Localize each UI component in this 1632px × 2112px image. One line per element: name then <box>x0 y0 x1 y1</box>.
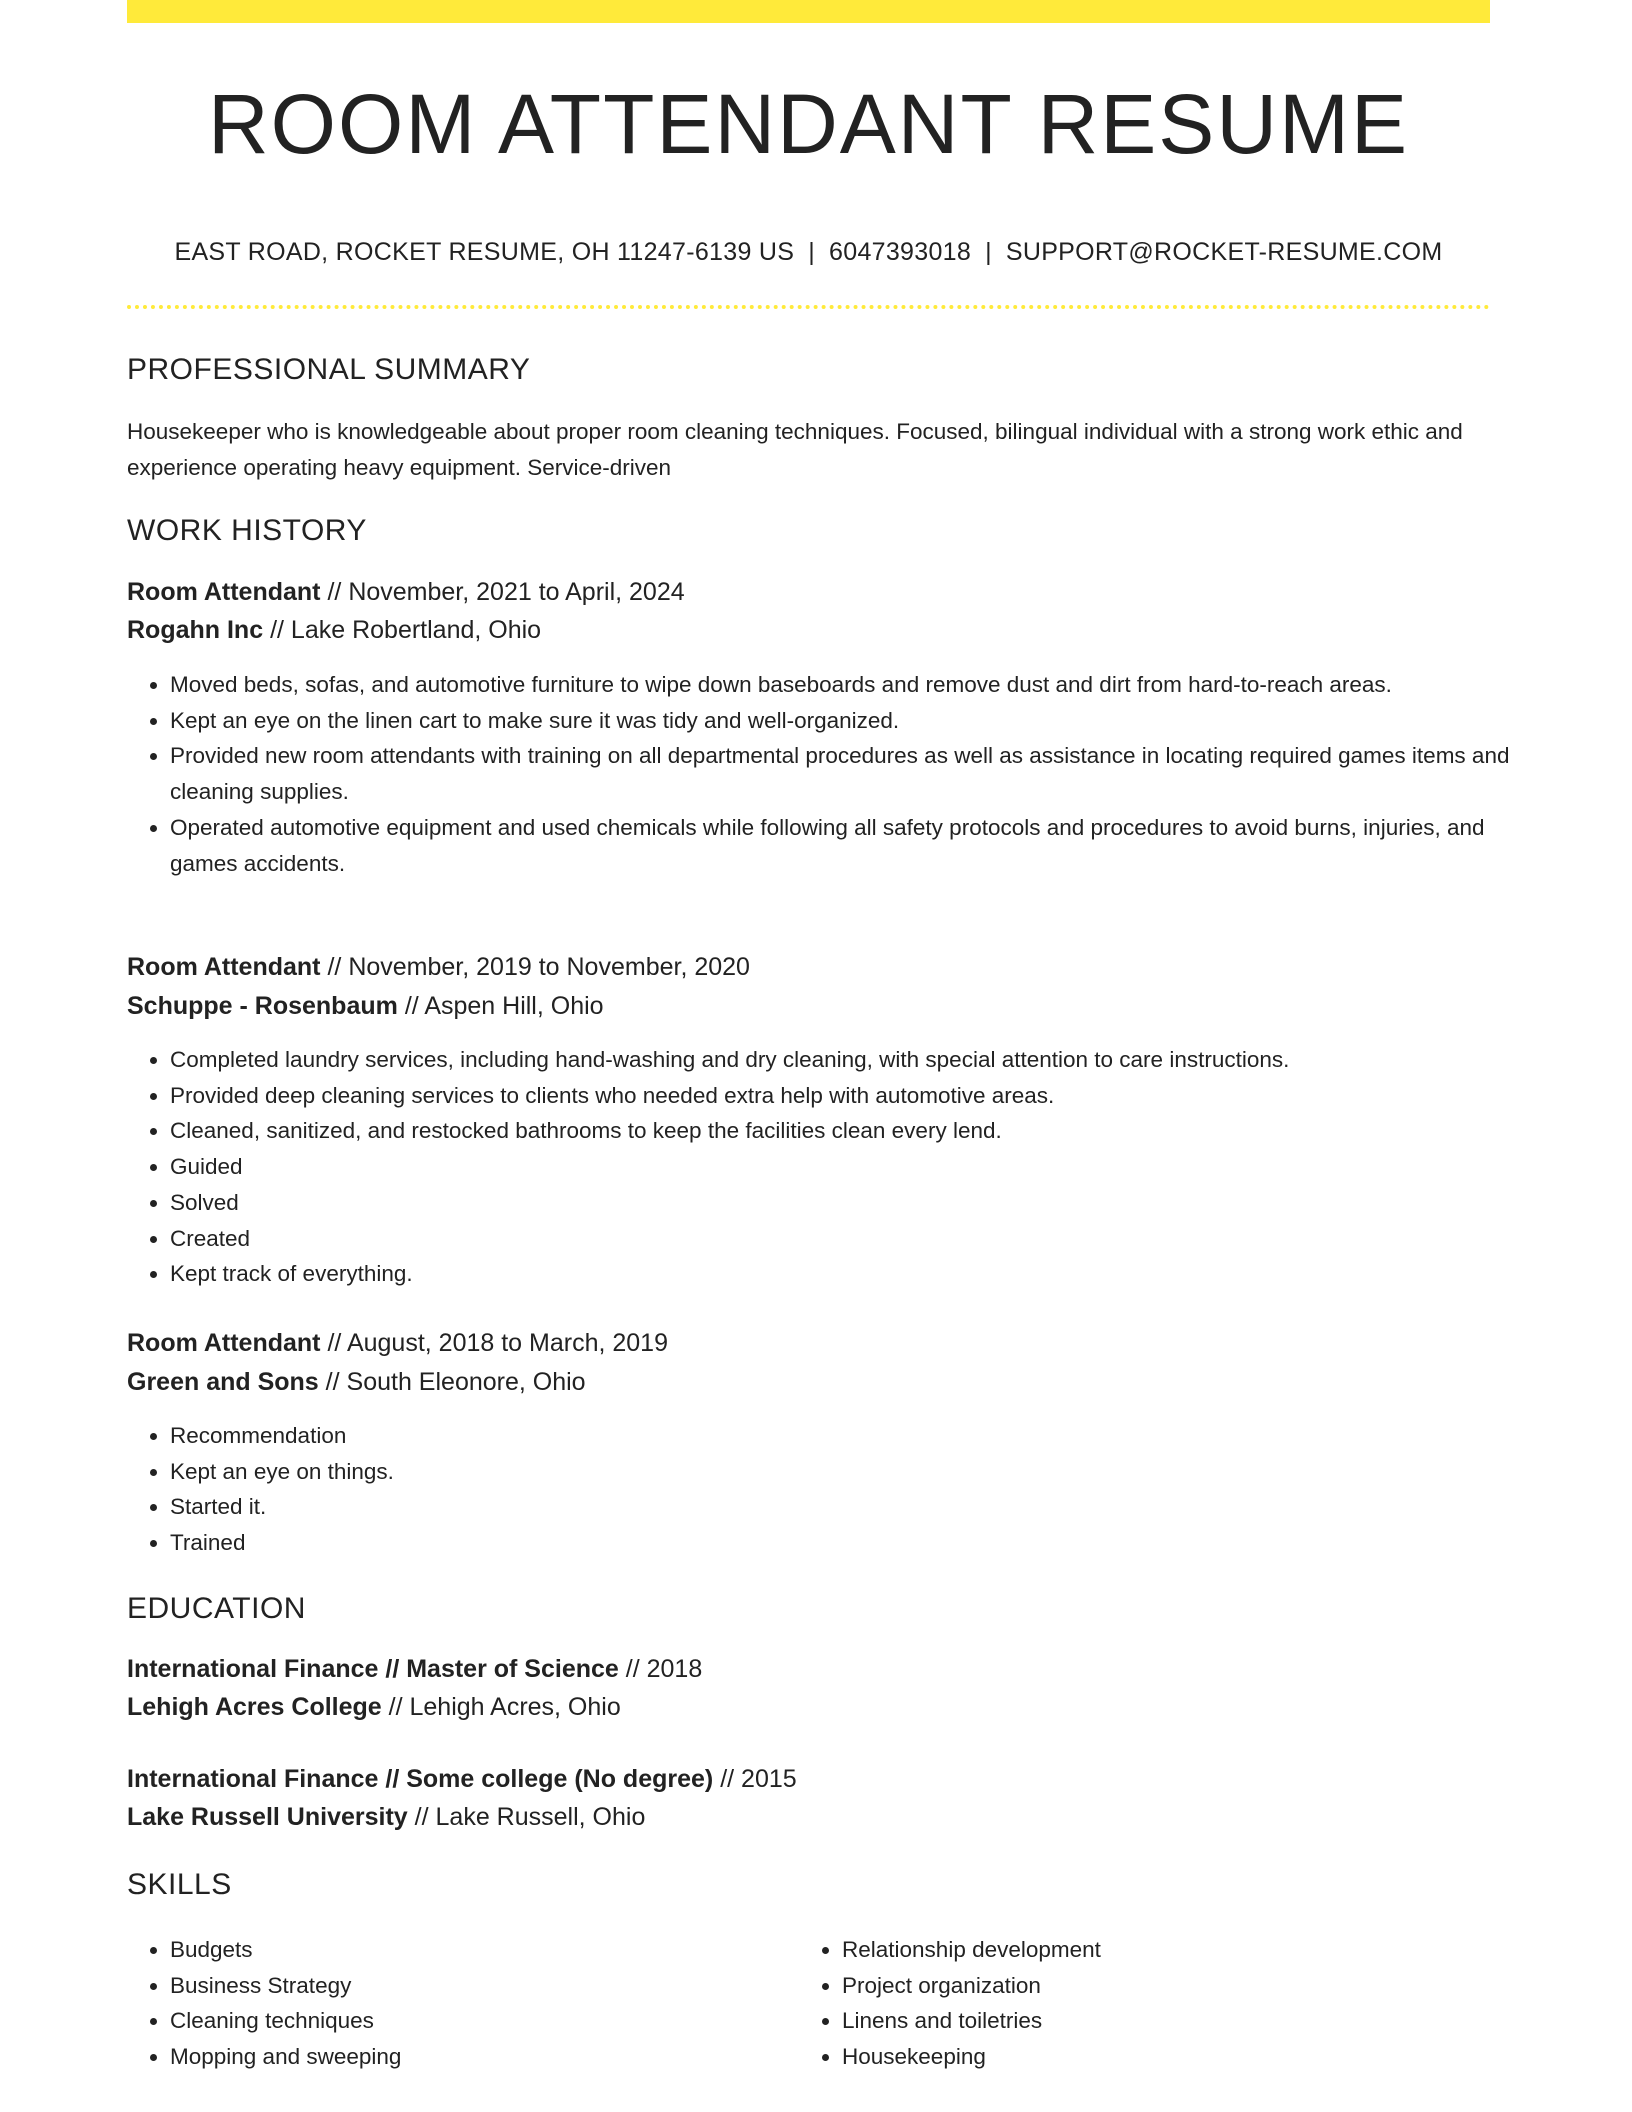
resume-title: ROOM ATTENDANT RESUME <box>208 77 1409 171</box>
separator: // <box>625 1655 640 1683</box>
list-item: • Linens and toiletries <box>842 2003 1442 2039</box>
job-title-line <box>127 953 750 982</box>
list-item: • Budgets <box>170 1932 770 1968</box>
separator: // <box>327 1329 342 1357</box>
contact-email: SUPPORT@ROCKET-RESUME.COM <box>1005 238 1443 266</box>
separator: // <box>325 1368 340 1396</box>
dotted-divider <box>127 305 1490 309</box>
list-item: • Moved beds, sofas, and automotive furniture to wipe down baseboards and remove dust and dirt from hard-to-reach areas. <box>170 667 1533 703</box>
summary-heading: PROFESSIONAL SUMMARY <box>127 353 531 386</box>
list-item: • Cleaning techniques <box>170 2003 770 2039</box>
separator: // <box>388 1693 403 1721</box>
education-year: 2015 <box>741 1765 797 1793</box>
job-title: Room Attendant <box>127 578 321 606</box>
list-item: • Business Strategy <box>170 1968 770 2004</box>
separator: // <box>270 616 284 644</box>
list-item: • Guided <box>170 1149 1533 1185</box>
education-degree: International Finance // Some college (No degree) <box>127 1765 714 1793</box>
job-company-line <box>127 616 541 645</box>
job-title-line <box>127 578 685 607</box>
job-location: Lake Robertland, Ohio <box>290 616 542 644</box>
job-location: Aspen Hill, Ohio <box>424 992 604 1020</box>
job-company: Schuppe - Rosenbaum <box>127 992 398 1020</box>
separator: // <box>414 1803 429 1831</box>
contact-phone: 6047393018 <box>829 238 972 266</box>
job-company: Green and Sons <box>127 1368 319 1396</box>
contact-line <box>127 238 1490 267</box>
list-item: • Operated automotive equipment and used chemicals while following all safety protocols and procedures to avoid burns, injuries, and games accidents. <box>170 810 1533 881</box>
skills-heading: SKILLS <box>127 1868 232 1901</box>
list-item: • Mopping and sweeping <box>170 2039 770 2075</box>
separator: // <box>720 1765 735 1793</box>
job-bullets <box>127 1418 1533 1561</box>
separator: // <box>327 578 342 606</box>
list-item: • Relationship development <box>842 1932 1442 1968</box>
job-title: Room Attendant <box>127 1329 321 1357</box>
list-item: • Kept an eye on things. <box>170 1454 1533 1490</box>
skills-list-right <box>799 1932 1442 2075</box>
list-item: • Project organization <box>842 1968 1442 2004</box>
list-item: • Housekeeping <box>842 2039 1442 2075</box>
list-item: • Created <box>170 1221 1533 1257</box>
job-dates: August, 2018 to March, 2019 <box>346 1329 668 1357</box>
list-item: • Cleaned, sanitized, and restocked bathrooms to keep the facilities clean every lend. <box>170 1113 1533 1149</box>
summary-text: Housekeeper who is knowledgeable about proper room cleaning techniques. Focused, bilingual individual with a strong work ethic and experience operating heavy equipment. Service-driven <box>127 419 1463 480</box>
job-dates: November, 2021 to April, 2024 <box>348 578 685 606</box>
list-item: • Solved <box>170 1185 1533 1221</box>
job-bullets <box>127 1042 1533 1292</box>
list-item: • Provided new room attendants with training on all departmental procedures as well as assistance in locating required games items and cleaning supplies. <box>170 738 1533 809</box>
contact-address: EAST ROAD, ROCKET RESUME, OH 11247-6139 US <box>174 238 795 266</box>
list-item: • Recommendation <box>170 1418 1533 1454</box>
education-school-line <box>127 1693 621 1722</box>
job-dates: November, 2019 to November, 2020 <box>348 953 750 981</box>
contact-separator: | <box>985 238 992 266</box>
list-item: • Provided deep cleaning services to clients who needed extra help with automotive areas. <box>170 1078 1533 1114</box>
job-company-line <box>127 1368 586 1397</box>
education-degree-line <box>127 1655 702 1684</box>
education-school: Lake Russell University <box>127 1803 408 1831</box>
list-item: • Kept track of everything. <box>170 1256 1533 1292</box>
education-degree: International Finance // Master of Science <box>127 1655 619 1683</box>
work-history-heading: WORK HISTORY <box>127 514 367 547</box>
contact-separator: | <box>808 238 816 266</box>
job-title-line <box>127 1329 668 1358</box>
job-company: Rogahn Inc <box>127 616 264 644</box>
education-school: Lehigh Acres College <box>127 1693 382 1721</box>
list-item: • Kept an eye on the linen cart to make sure it was tidy and well-organized. <box>170 703 1533 739</box>
education-year: 2018 <box>646 1655 703 1683</box>
education-school-line <box>127 1803 645 1832</box>
list-item: • Started it. <box>170 1489 1533 1525</box>
separator: // <box>404 992 419 1020</box>
skills-list-left <box>127 1932 770 2075</box>
list-item: • Trained <box>170 1525 1533 1561</box>
education-degree-line <box>127 1765 797 1794</box>
education-location: Lake Russell, Ohio <box>435 1803 646 1831</box>
list-item: • Completed laundry services, including hand-washing and dry cleaning, with special attention to care instructions. <box>170 1042 1533 1078</box>
education-location: Lehigh Acres, Ohio <box>409 1693 621 1721</box>
job-bullets <box>127 667 1533 881</box>
job-company-line <box>127 992 604 1021</box>
job-location: South Eleonore, Ohio <box>346 1368 586 1396</box>
education-heading: EDUCATION <box>127 1592 306 1625</box>
job-title: Room Attendant <box>127 953 321 981</box>
top-accent-bar <box>127 0 1490 23</box>
separator: // <box>327 953 342 981</box>
